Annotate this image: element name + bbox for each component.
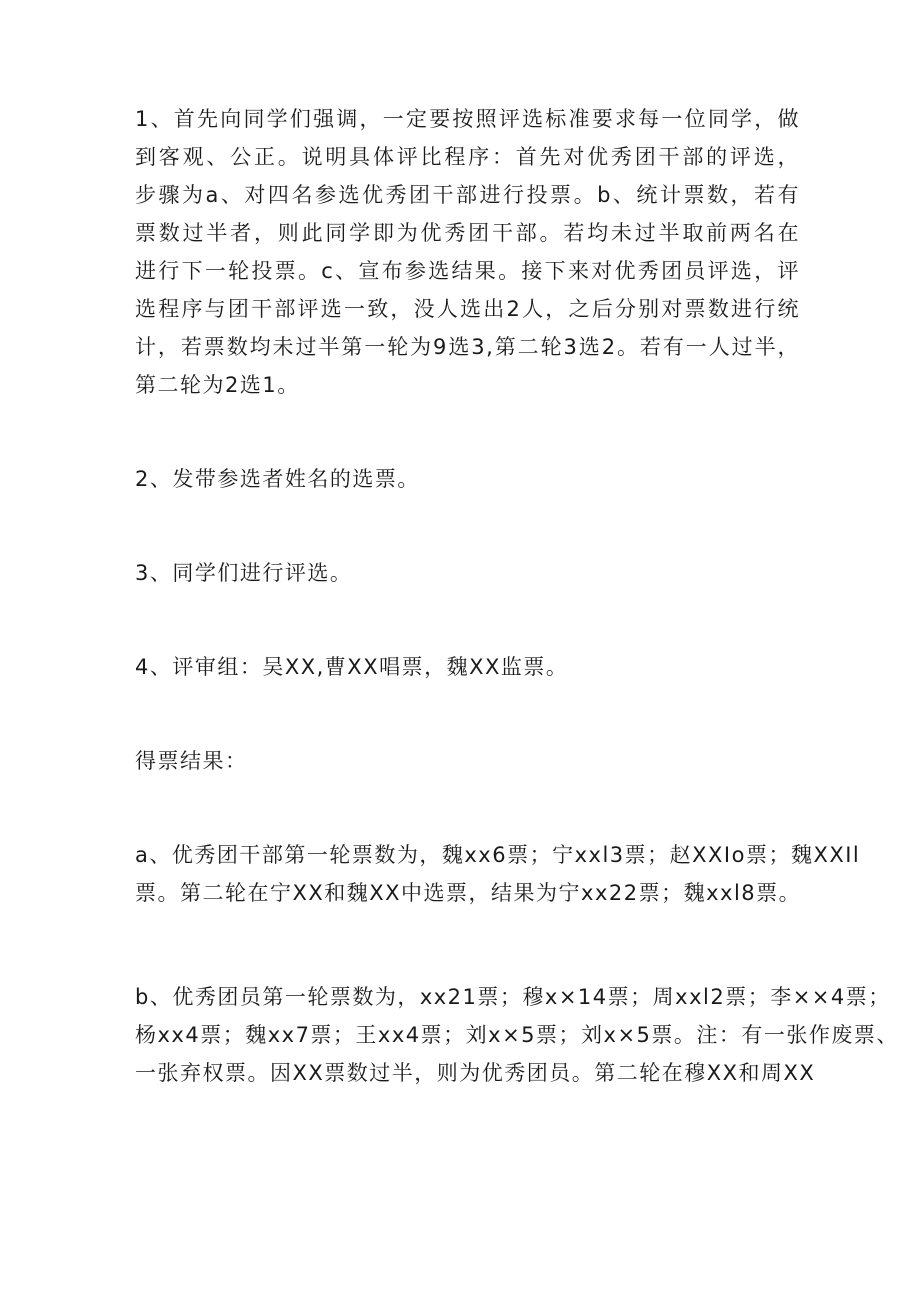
text-line: 步骤为a、对四名参选优秀团干部进行投票。b、统计票数，若有 [135, 183, 800, 207]
text-line: 第二轮为2选1。 [135, 373, 300, 397]
text-line: 2、发带参选者姓名的选票。 [135, 467, 420, 491]
text-line: 进行下一轮投票。c、宣布参选结果。接下来对优秀团员评选，评 [135, 259, 800, 283]
paragraph-result-a [135, 836, 861, 912]
paragraph-step-1 [135, 100, 800, 404]
text-line: 3、同学们进行评选。 [135, 561, 353, 585]
text-line: 一张弃权票。因XX票数过半，则为优秀团员。第二轮在穆XX和周XX [135, 1061, 816, 1085]
text-line: 选程序与团干部评选一致，没人选出2人，之后分别对票数进行统 [135, 297, 800, 321]
paragraph-step-4 [135, 648, 800, 686]
paragraph-step-2 [135, 460, 800, 498]
text-line: 到客观、公正。说明具体评比程序：首先对优秀团干部的评选， [135, 145, 800, 169]
text-line: 4、评审组：吴XX,曹XX唱票，魏XX监票。 [135, 655, 569, 679]
paragraph-result-b [135, 978, 899, 1092]
paragraph-step-3 [135, 554, 800, 592]
text-line: b、优秀团员第一轮票数为，xx21票；穆x×14票；周xxl2票；李××4票； [135, 985, 891, 1009]
text-line: 计，若票数均未过半第一轮为9选3,第二轮3选2。若有一人过半， [135, 335, 800, 359]
text-line: 票数过半者，则此同学即为优秀团干部。若均未过半取前两名在 [135, 221, 800, 245]
results-heading [135, 742, 800, 780]
text-line: 票。第二轮在宁XX和魏XX中选票，结果为宁xx22票；魏xxl8票。 [135, 881, 802, 905]
text-line: 得票结果： [135, 749, 248, 773]
text-line: 杨xx4票；魏xx7票；王xx4票；刘x×5票；刘x×5票。注：有一张作废票、 [135, 1023, 899, 1047]
text-line: a、优秀团干部第一轮票数为，魏xx6票；宁xxl3票；赵XXIo票；魏XXIl [135, 843, 861, 867]
text-line: 1、首先向同学们强调，一定要按照评选标准要求每一位同学，做 [135, 107, 800, 131]
document-body [135, 100, 899, 1092]
